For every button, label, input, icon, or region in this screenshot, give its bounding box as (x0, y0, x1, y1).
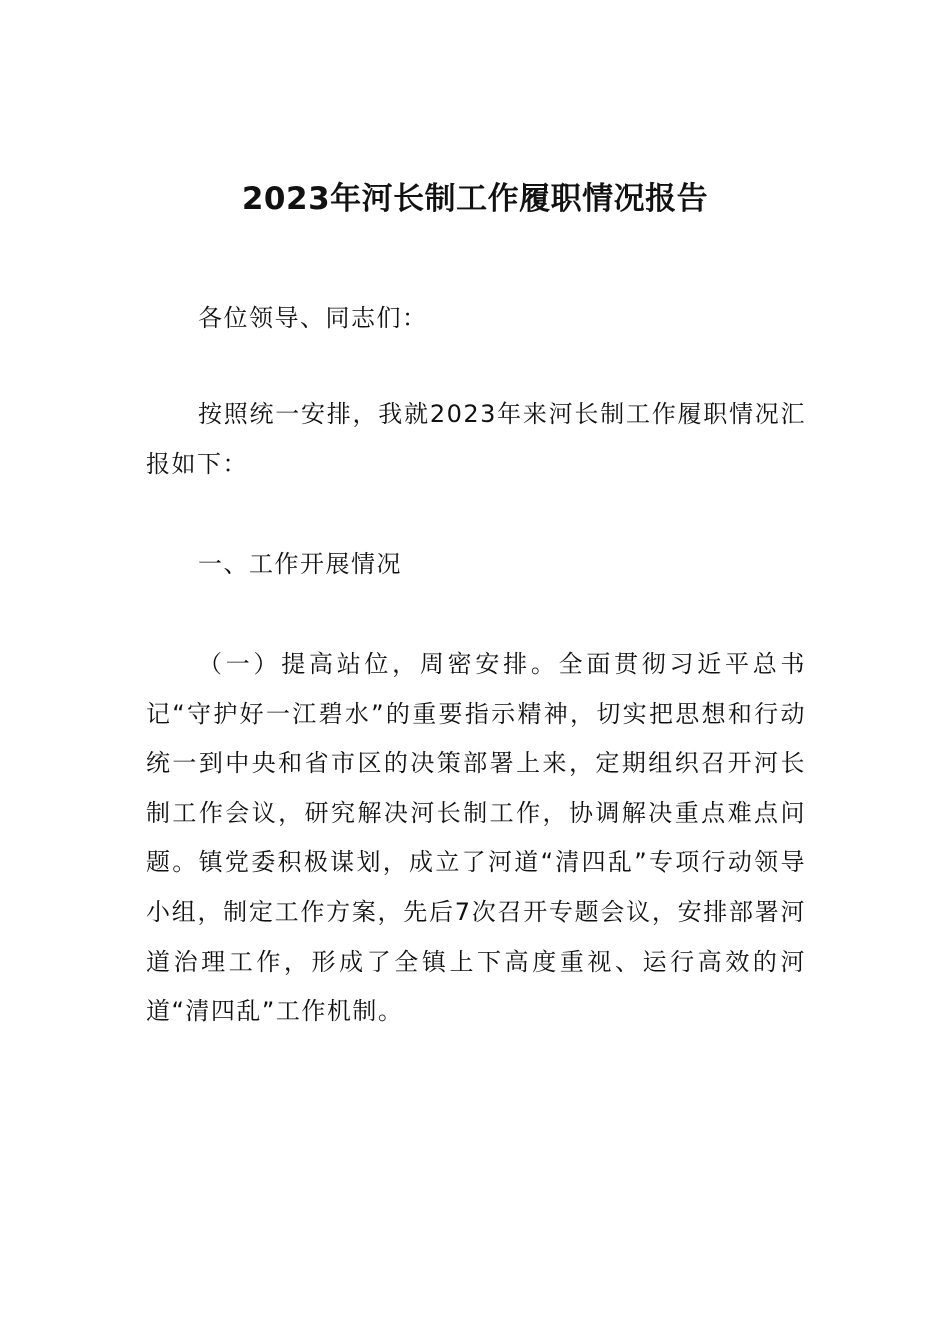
section-heading: 一、工作开展情况 (198, 550, 402, 578)
greeting-paragraph: 各位领导、同志们： (198, 304, 428, 332)
intro-paragraph: 按照统一安排，我就2023年来河长制工作履职情况汇报如下： (146, 400, 806, 478)
page-title: 2023年河长制工作履职情况报告 (241, 180, 709, 217)
body-paragraph: （一）提高站位，周密安排。全面贯彻习近平总书记“守护好一江碧水”的重要指示精神，切实把思想和行动统一到中央和省市区的决策部署上来，定期组织召开河长制工作会议，研究解决河长制工作，协调解决重点难点问题。镇党委积极谋划，成立了河道“清四乱”专项行动领导小组，制定工作方案，先后7次召开专题会议，安排部署河道治理工作，形成了全镇上下高度重视、运行高效的河道“清四乱”工作机制。 (146, 650, 806, 1026)
